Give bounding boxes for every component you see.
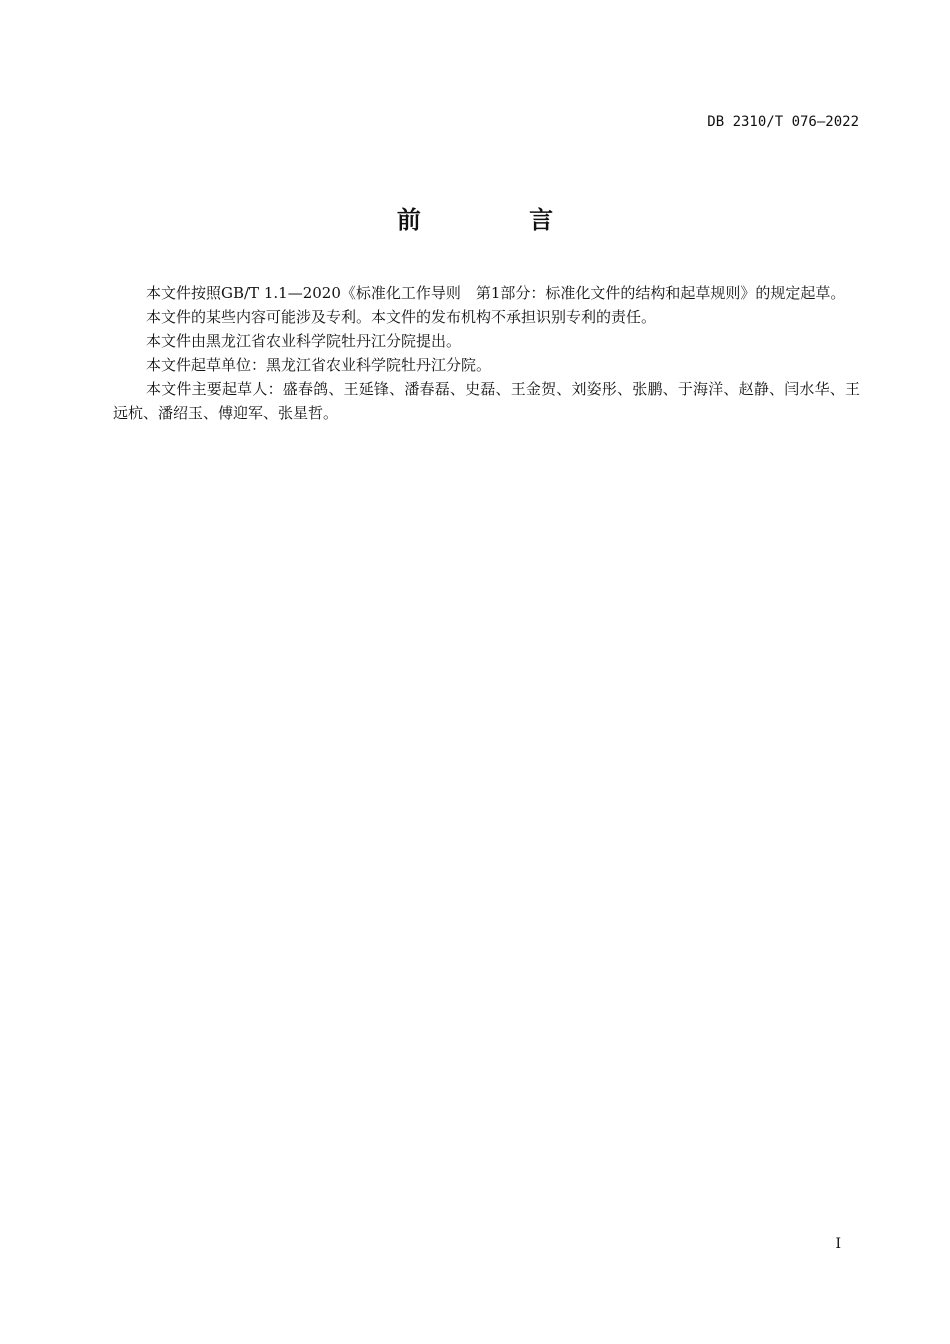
document-code: DB 2310/T 076—2022	[707, 114, 859, 130]
paragraph-drafters: 本文件主要起草人：盛春鸽、王延锋、潘春磊、史磊、王金贺、刘姿彤、张鹏、于海洋、赵静、闫水华、王远杭、潘绍玉、傅迎军、张星哲。	[113, 380, 860, 422]
page-title: 前 言	[396, 206, 604, 234]
page-number: I	[835, 1236, 841, 1252]
paragraph-drafting-unit: 本文件起草单位：黑龙江省农业科学院牡丹江分院。	[146, 356, 492, 374]
paragraph-drafting-rules: 本文件按照GB/T 1.1—2020《标准化工作导则 第1部分：标准化文件的结构和起草规则》的规定起草。	[146, 284, 846, 302]
paragraph-patent-notice: 本文件的某些内容可能涉及专利。本文件的发布机构不承担识别专利的责任。	[146, 308, 657, 326]
foreword-body	[113, 281, 860, 425]
paragraph-proposer: 本文件由黑龙江省农业科学院牡丹江分院提出。	[146, 332, 462, 350]
